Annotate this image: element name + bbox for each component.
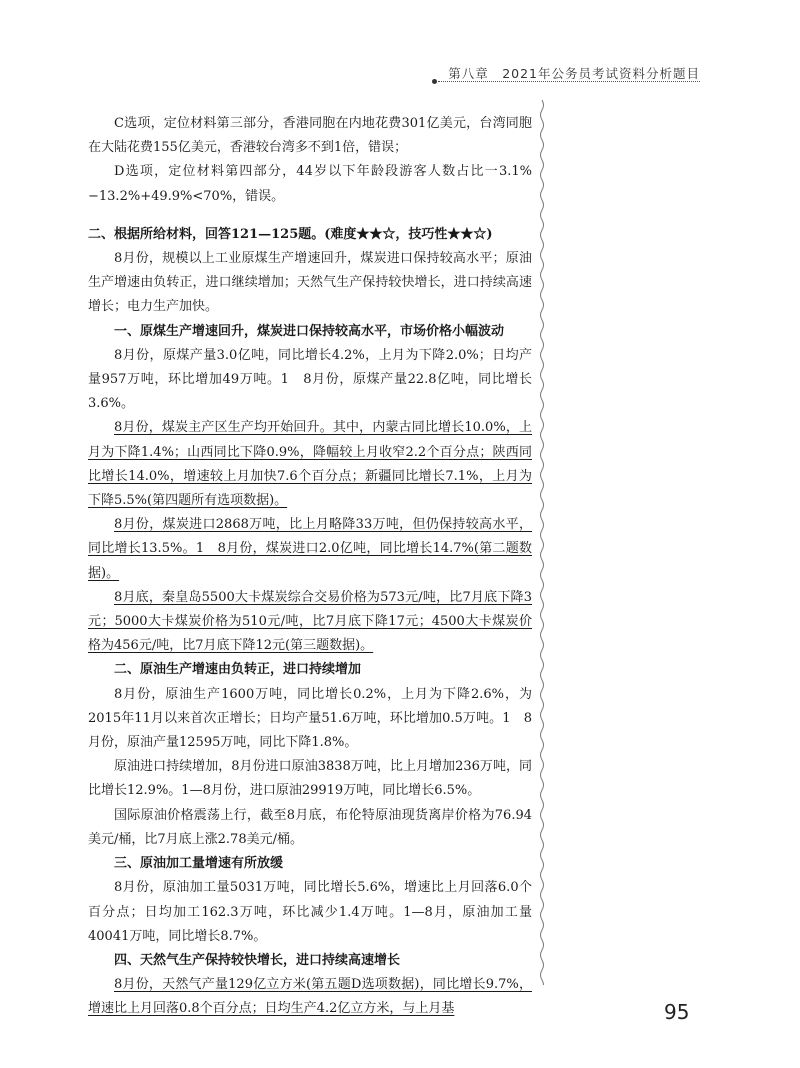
header-bullet-icon xyxy=(432,79,437,84)
underlined-text: 8月底，秦皇岛5500大卡煤炭综合交易价格为573元/吨，比7月底下降3元；5000大卡煤炭价格为510元/吨，比7月底下降17元；4500大卡煤炭价格为456元/吨，比7月底下降12元(第三题数据)。 xyxy=(88,589,532,654)
underlined-text: 8月份，煤炭主产区生产均开始回升。其中，内蒙古同比增长10.0%，上月为下降1.4%；山西同比下降0.9%，降幅较上月收窄2.2个百分点；陕西同比增长14.0%，增速较上月加快7.6个百分点；新疆同比增长7.1%，上月为下降5.5%(第四题所有选项数据)。 xyxy=(88,420,532,509)
subsection-heading: 四、天然气生产保持较快增长，进口持续高速增长 xyxy=(114,952,401,968)
paragraph: 8月份，原油加工量5031万吨，同比增长5.6%，增速比上月回落6.0个百分点；日均加工162.3万吨，环比减少1.4万吨。1—8月，原油加工量40041万吨，同比增长8.7%。 xyxy=(88,880,532,944)
paragraph: D选项，定位材料第四部分，44岁以下年龄段游客人数占比一3.1%−13.2%+49.9%<70%，错误。 xyxy=(88,164,532,204)
section-gap xyxy=(88,209,532,223)
subsection-heading: 三、原油加工量增速有所放缓 xyxy=(114,856,284,872)
paragraph: 原油进口持续增加，8月份进口原油3838万吨，比上月增加236万吨，同比增长12.9%。1—8月份，进口原油29919万吨，同比增长6.5%。 xyxy=(88,759,532,799)
paragraph: 国际原油价格震荡上行，截至8月底，布伦特原油现货离岸价格为76.94美元/桶，比7月底上涨2.78美元/桶。 xyxy=(88,807,532,847)
underlined-paragraph xyxy=(88,416,532,513)
paragraph: 8月份，规模以上工业原煤生产增速回升，煤炭进口保持较高水平；原油生产增速由负转正，进口继续增加；天然气生产保持较快增长，进口持续高速增长；电力生产加快。 xyxy=(88,251,532,315)
underlined-text: 8月份，天然气产量129亿立方米(第五题D选项数据)，同比增长9.7%，增速比上月回落0.8个百分点；日均生产4.2亿立方米，与上月基 xyxy=(88,977,532,1017)
running-header xyxy=(438,62,700,84)
wavy-margin-line xyxy=(538,100,546,985)
paragraph: 8月份，原煤产量3.0亿吨，同比增长4.2%，上月为下降2.0%；日均产量957万吨，环比增加49万吨。1 8月份，原煤产量22.8亿吨，同比增长3.6%。 xyxy=(88,347,532,412)
underlined-paragraph xyxy=(88,513,532,586)
subsection-heading: 二、原油生产增速由负转正，进口持续增加 xyxy=(114,662,362,678)
page-number: 95 xyxy=(664,1000,690,1024)
paragraph: C选项，定位材料第三部分，香港同胞在内地花费301亿美元，台湾同胞在大陆花费155亿美元，香港较台湾多不到1倍，错误； xyxy=(88,116,532,156)
section-heading: 二、根据所给材料，回答121—125题。(难度★★☆，技巧性★★☆) xyxy=(88,226,493,242)
paragraph: 8月份，原油生产1600万吨，同比增长0.2%，上月为下降2.6%，为2015年11月以来首次正增长；日均产量51.6万吨，环比增加0.5万吨。1 8月份，原油产量12595万吨，同比下降1.8%。 xyxy=(88,686,532,751)
subsection-heading: 一、原煤生产增速回升，煤炭进口保持较高水平，市场价格小幅波动 xyxy=(114,323,505,339)
underlined-paragraph xyxy=(88,973,532,1021)
page-content xyxy=(88,112,532,1022)
underlined-paragraph xyxy=(88,586,532,659)
underlined-text: 8月份，煤炭进口2868万吨，比上月略降33万吨，但仍保持较高水平，同比增长13.5%。1 8月份，煤炭进口2.0亿吨，同比增长14.7%(第二题数据)。 xyxy=(88,517,532,581)
header-text: 第八章 2021年公务员考试资料分析题目 xyxy=(448,66,700,81)
